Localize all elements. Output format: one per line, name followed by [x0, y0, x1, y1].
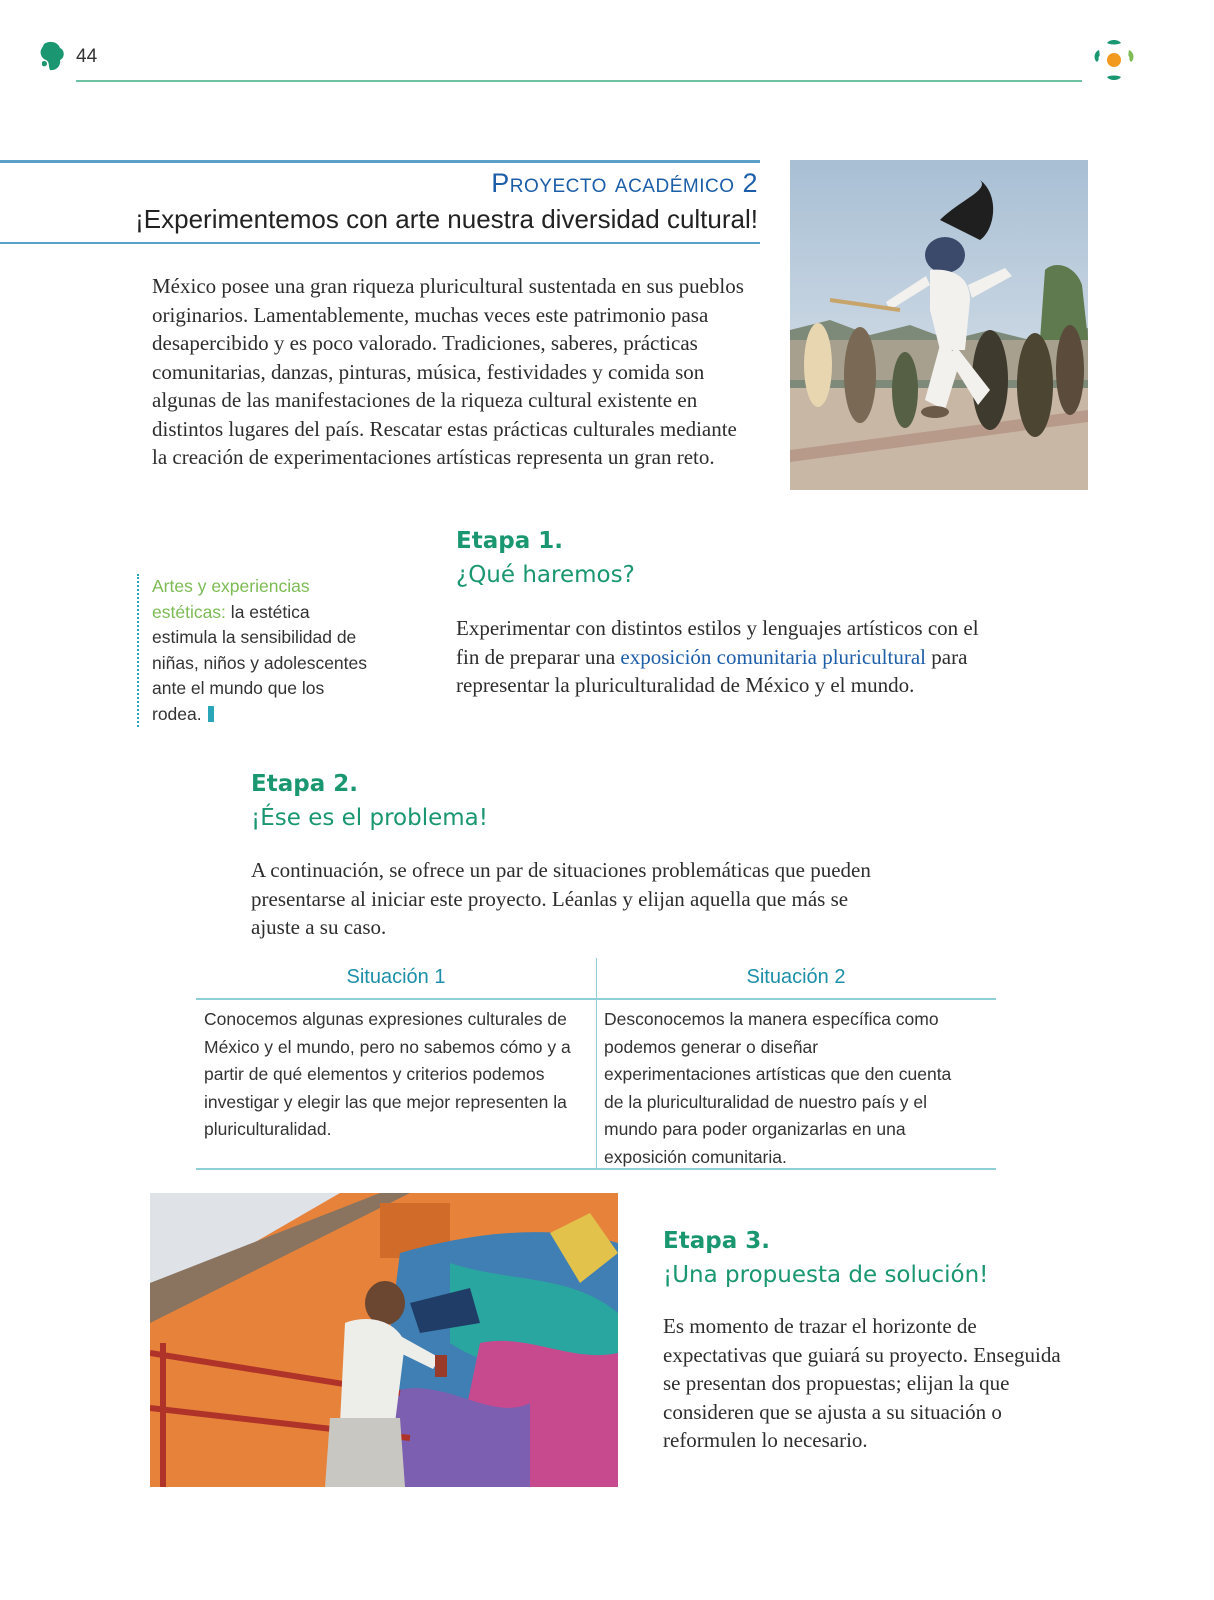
stage1-body-end: para representar la pluriculturalidad de México y el mundo. — [456, 644, 968, 697]
stage2-body: A continuación, se ofrece un par de situaciones problemáticas que pueden presentarse al iniciar este proyecto. Léanlas y elijan aquella que más se ajuste a su caso. — [251, 858, 871, 939]
stage3-body: Es momento de trazar el horizonte de expectativas que guiará su proyecto. Enseguida se presentan dos propuestas; elijan la que consideren que se ajusta a su situación o reformulen lo necesario. — [663, 1314, 1061, 1452]
stage3-number: Etapa 3. — [663, 1228, 770, 1254]
situations-table — [196, 958, 996, 1170]
project-title: ¡Experimentemos con arte nuestra diversidad cultural! — [135, 204, 758, 234]
masked-dancer-photo — [790, 160, 1088, 490]
situation1-text: Conocemos algunas expresiones culturales de México y el mundo, pero no sabemos cómo y a partir de qué elementos y criterios podemos investigar y elegir las que mejor representen la pluriculturalidad. — [204, 1009, 571, 1139]
header-rule — [76, 80, 1082, 82]
stage2-number: Etapa 2. — [251, 771, 358, 797]
title-rule-bottom — [0, 242, 760, 244]
stage1-body-text: Experimentar con distintos estilos y lenguajes artísticos con el fin de preparar una — [456, 616, 979, 669]
stage3-title: ¡Una propuesta de solución! — [663, 1262, 989, 1288]
glossary-note — [137, 574, 377, 727]
mural-painter-photo — [150, 1193, 618, 1487]
situation1-heading: Situación 1 — [346, 966, 446, 988]
page-number: 44 — [76, 46, 98, 67]
situation2-text: Desconocemos la manera específica como podemos generar o diseñar experimentaciones artísticas que den cuenta de la pluriculturalidad de nuestro país y el mundo para poder organizarlas en una exposición comunitaria. — [604, 1009, 952, 1167]
table-header-rule — [196, 998, 996, 1000]
section-icon — [38, 40, 66, 72]
stage1-title: ¿Qué haremos? — [456, 562, 635, 588]
project-label: Proyecto académico 2 — [491, 168, 758, 198]
note-term: Artes y experiencias estéticas: — [152, 576, 310, 622]
stage1-body — [456, 614, 986, 700]
stage2-title: ¡Ése es el problema! — [251, 805, 488, 831]
intro-paragraph: México posee una gran riqueza pluricultural sustentada en sus pueblos originarios. Lamentablemente, muchas veces este patrimonio pasa desapercibido y es poco valorado. Tradiciones, saberes, prácticas comunitarias, danzas, pinturas, música, festividades y comida son algunas de las manifestaciones de la riqueza cultural existente en distintos lugares del país. Rescatar estas prácticas culturales mediante la creación de experimentaciones artísticas representa un gran reto. — [152, 274, 744, 469]
title-rule-top — [0, 160, 760, 163]
stage1-number: Etapa 1. — [456, 528, 563, 554]
note-end-mark — [208, 706, 214, 722]
note-text: la estética estimula la sensibilidad de niñas, niños y adolescentes ante el mundo que los rodea. — [152, 601, 367, 724]
stage1-highlight: exposición comunitaria pluricultural — [620, 644, 926, 669]
community-logo-icon — [1088, 34, 1140, 86]
table-divider — [596, 958, 597, 1170]
situation2-heading: Situación 2 — [746, 966, 846, 988]
